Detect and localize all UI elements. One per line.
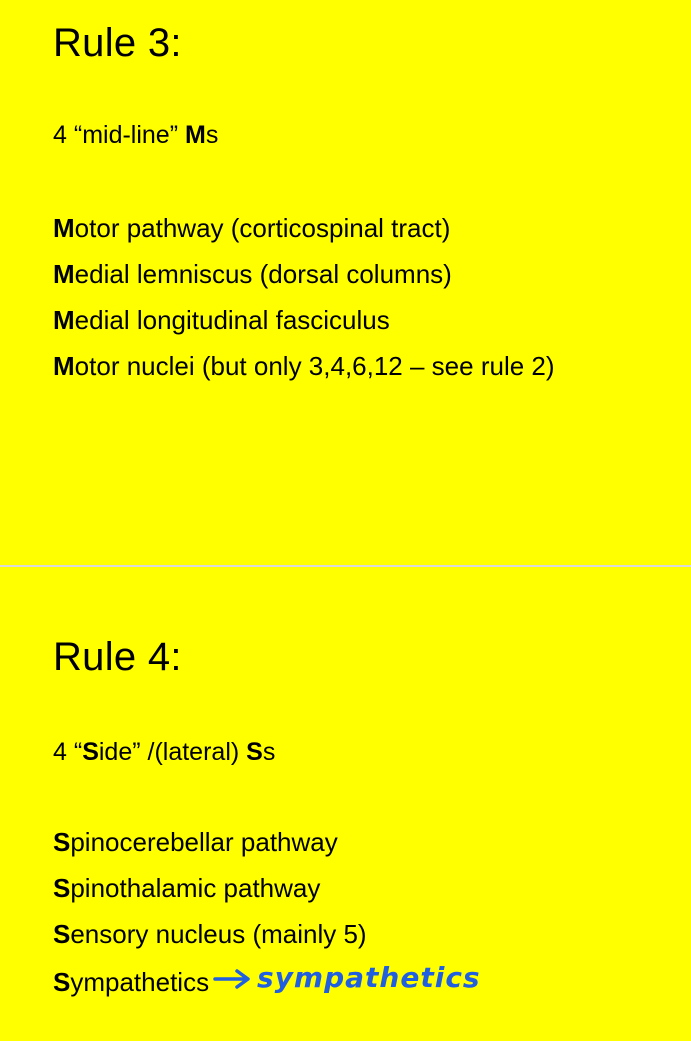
rule-3-subtitle [53, 120, 218, 150]
list-item [53, 865, 491, 911]
item-text: ympathetics [70, 966, 210, 997]
list-item [53, 957, 491, 1003]
rule-4-subtitle [53, 737, 275, 767]
subtitle-rest: s [205, 121, 219, 149]
item-initial: M [53, 305, 75, 335]
item-text: ensory nucleus (mainly 5) [70, 919, 367, 949]
item-initial: S [53, 873, 71, 903]
list-item [53, 251, 555, 297]
item-text: pinothalamic pathway [70, 873, 321, 903]
list-item [53, 343, 555, 389]
arrow-icon [211, 959, 491, 999]
item-initial: M [53, 351, 75, 381]
subtitle-prefix: 4 “ [53, 738, 83, 766]
item-initial: M [53, 259, 75, 289]
subtitle-rest: s [262, 738, 276, 766]
item-text: pinocerebellar pathway [70, 827, 338, 857]
handwritten-note-text: sympathetics [257, 961, 481, 994]
list-item [53, 911, 491, 957]
item-initial: M [53, 213, 75, 243]
item-text: edial longitudinal fasciculus [74, 305, 390, 335]
subtitle-count: 4 [53, 121, 74, 149]
rule-3-list [53, 205, 555, 389]
item-text: otor pathway (corticospinal tract) [74, 213, 451, 243]
item-initial: S [53, 966, 71, 997]
subtitle-quoted: mid-line [82, 121, 170, 149]
item-text: otor nuclei (but only 3,4,6,12 – see rule 2) [74, 351, 555, 381]
rule-4-list [53, 819, 491, 1003]
rule-3-title: Rule 3: [53, 21, 182, 65]
item-text: edial lemniscus (dorsal columns) [74, 259, 452, 289]
list-item [53, 205, 555, 251]
subtitle-open-quote: “ [73, 121, 83, 149]
item-initial: S [53, 827, 71, 857]
handwritten-annotation [211, 959, 491, 1013]
subtitle-bold-letter: M [185, 121, 206, 149]
item-initial: S [53, 919, 71, 949]
subtitle-bold-letter: S [82, 738, 99, 766]
list-item [53, 297, 555, 343]
rule-4-title: Rule 4: [53, 635, 182, 679]
subtitle-mid: ide” /(lateral) [98, 738, 247, 766]
subtitle-bold-letter: S [246, 738, 263, 766]
subtitle-close-quote: ” [169, 121, 185, 149]
list-item [53, 819, 491, 865]
slide-rule-4 [0, 567, 691, 1041]
